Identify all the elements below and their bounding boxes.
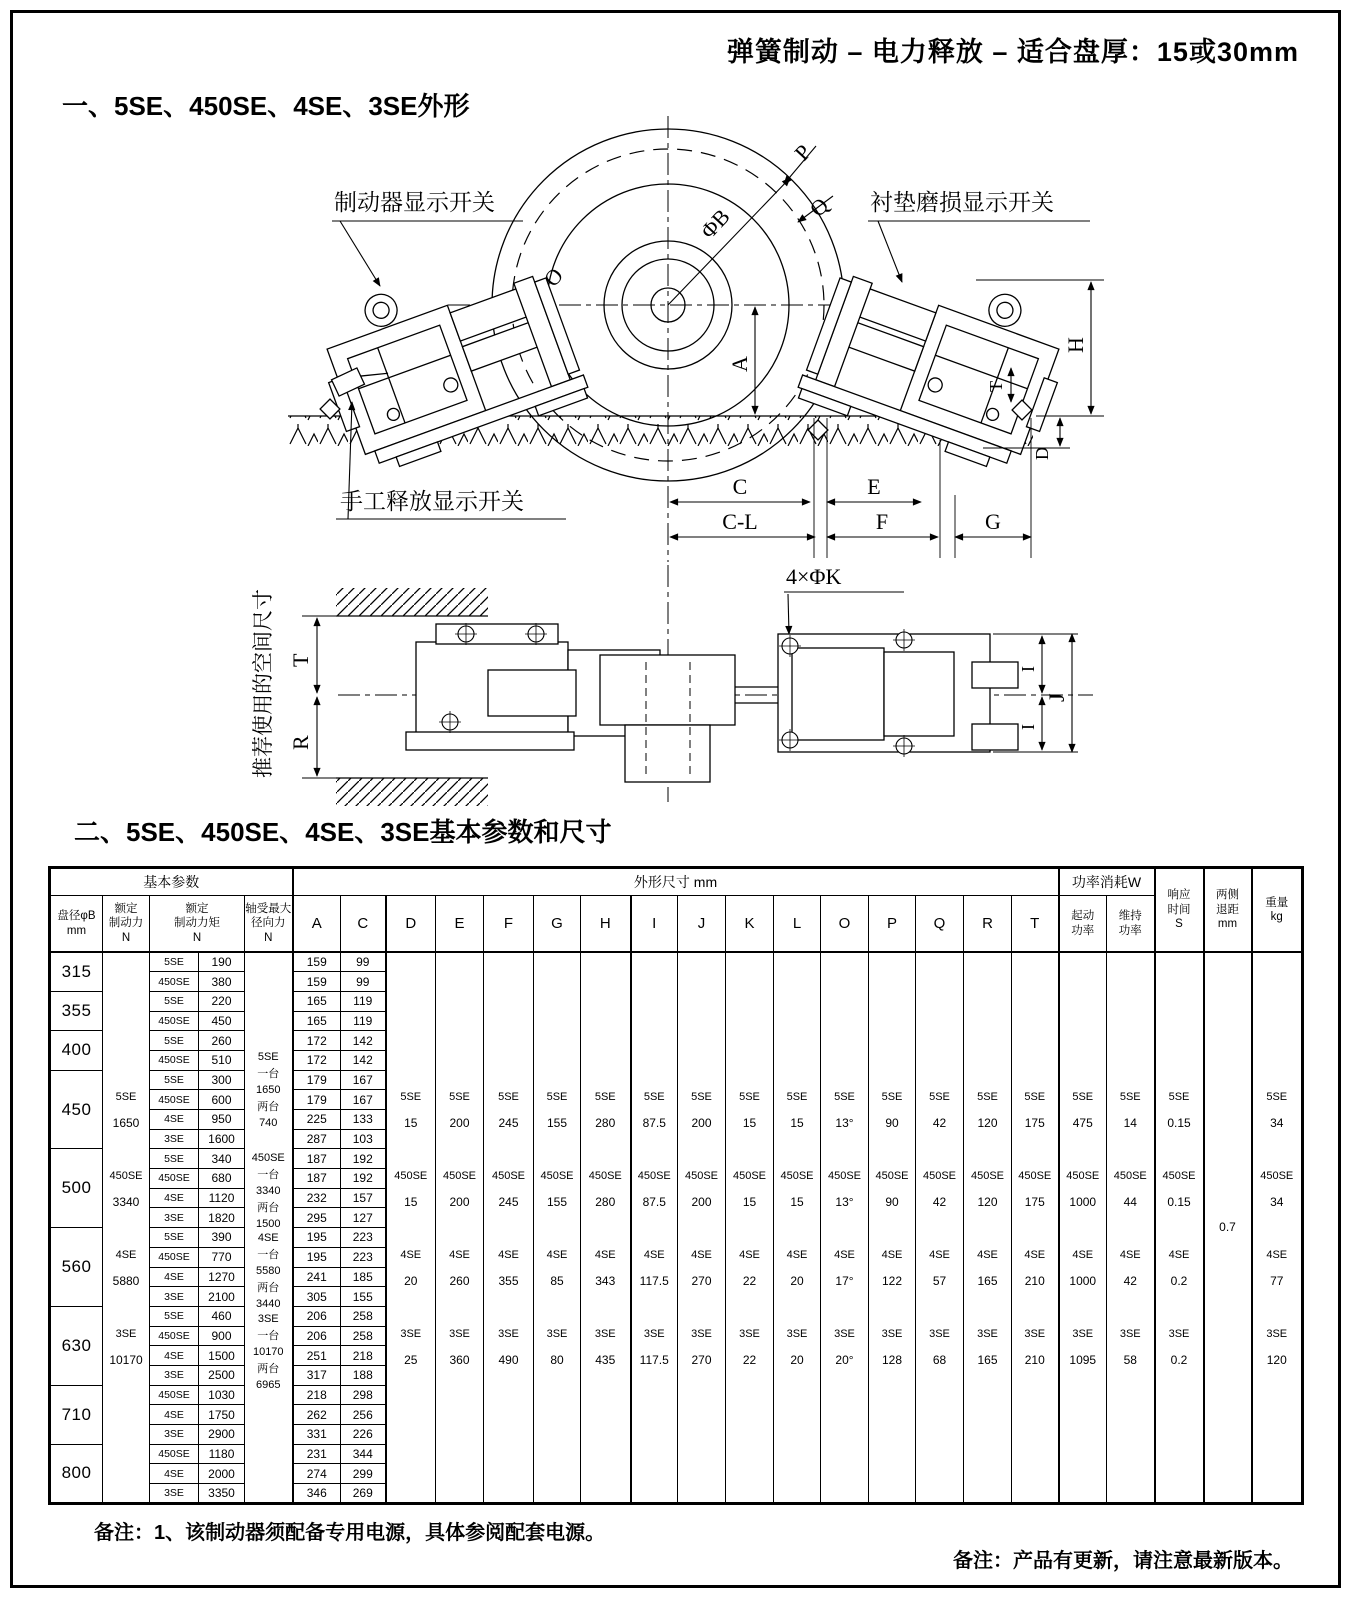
cell-weight: 5SE 34 450SE 34 4SE 77 3SE 120 — [1252, 952, 1303, 1503]
cell-gap: 0.7 — [1204, 952, 1252, 1503]
cell-C: 127 — [341, 1208, 386, 1228]
cell-radial-force: 5SE 一台 1650 两台 740 450SE 一台 3340 两台 1500 4SE 一台 5580 两台 3440 3SE 一台 10170 两台 6965 — [245, 952, 293, 1503]
dim-label-E: E — [867, 474, 881, 499]
disc-hub — [600, 655, 735, 782]
cell-col-J: 5SE 200 450SE 200 4SE 270 3SE 270 — [678, 952, 726, 1503]
cell-col-Q: 5SE 42 450SE 42 4SE 57 3SE 68 — [916, 952, 964, 1503]
dim-label-R: R — [288, 735, 313, 750]
header-dim-J: J — [678, 896, 726, 953]
cell-model: 5SE — [150, 1228, 199, 1248]
cell-A: 159 — [293, 972, 341, 992]
cell-A: 232 — [293, 1188, 341, 1208]
dim-label-O: O — [538, 262, 569, 292]
header-dim-G: G — [534, 896, 581, 953]
header-dim-H: H — [581, 896, 631, 953]
cell-model: 450SE — [150, 1169, 199, 1189]
cell-model: 3SE — [150, 1287, 199, 1307]
cell-model: 5SE — [150, 1070, 199, 1090]
cell-col-L: 5SE 15 450SE 15 4SE 20 3SE 20 — [774, 952, 821, 1503]
cell-diameter: 355 — [50, 991, 103, 1030]
side-view — [336, 565, 1093, 806]
caliper-back — [778, 629, 1018, 757]
cell-col-R: 5SE 120 450SE 120 4SE 165 3SE 165 — [964, 952, 1012, 1503]
cell-model: 4SE — [150, 1346, 199, 1366]
cell-torque: 1820 — [199, 1208, 245, 1228]
cell-col-G: 5SE 155 450SE 155 4SE 85 3SE 80 — [534, 952, 581, 1503]
label-recommended-space: 推荐使用的空间尺寸 — [252, 589, 275, 778]
cell-C: 185 — [341, 1267, 386, 1287]
cell-torque: 1180 — [199, 1444, 245, 1464]
section-1-title: 一、5SE、450SE、4SE、3SE外形 — [62, 91, 470, 121]
cell-C: 298 — [341, 1385, 386, 1405]
cell-torque: 510 — [199, 1050, 245, 1070]
header-dim-I: I — [631, 896, 678, 953]
label-pad-wear-switch: 衬垫磨损显示开关 — [870, 189, 1054, 215]
cell-A: 241 — [293, 1267, 341, 1287]
cell-model: 3SE — [150, 1129, 199, 1149]
cell-model: 3SE — [150, 1365, 199, 1385]
header-rated-torque: 额定 制动力矩 N — [150, 896, 245, 953]
cell-model: 3SE — [150, 1484, 199, 1504]
header-basic-params: 基本参数 — [50, 868, 293, 896]
cell-torque: 600 — [199, 1090, 245, 1110]
cell-C: 218 — [341, 1346, 386, 1366]
cell-C: 223 — [341, 1228, 386, 1248]
cell-C: 223 — [341, 1247, 386, 1267]
cell-torque: 460 — [199, 1306, 245, 1326]
header-dim-R: R — [964, 896, 1012, 953]
cell-diameter: 560 — [50, 1228, 103, 1307]
cell-model: 450SE — [150, 1326, 199, 1346]
header-diameter: 盘径φB mm — [50, 896, 103, 953]
cell-model: 4SE — [150, 1464, 199, 1484]
cell-A: 225 — [293, 1110, 341, 1130]
header-radial-force: 轴受最大 径向力 N — [245, 896, 293, 953]
cell-torque: 1030 — [199, 1385, 245, 1405]
cell-torque: 680 — [199, 1169, 245, 1189]
cell-C: 99 — [341, 952, 386, 972]
label-manual-release-switch: 手工释放显示开关 — [340, 488, 524, 514]
cell-A: 165 — [293, 1011, 341, 1031]
cell-col-O: 5SE 13° 450SE 13° 4SE 17° 3SE 20° — [821, 952, 869, 1503]
cell-torque: 390 — [199, 1228, 245, 1248]
cell-model: 450SE — [150, 1444, 199, 1464]
dim-label-H: H — [1063, 337, 1088, 353]
note-primary: 备注：1、该制动器须配备专用电源，具体参阅配套电源。 — [94, 1522, 606, 1544]
cell-torque: 1750 — [199, 1405, 245, 1425]
cell-C: 119 — [341, 991, 386, 1011]
cell-C: 188 — [341, 1365, 386, 1385]
header-dim-E: E — [436, 896, 484, 953]
cell-A: 172 — [293, 1050, 341, 1070]
cell-torque: 950 — [199, 1110, 245, 1130]
cell-col-T: 5SE 175 450SE 175 4SE 210 3SE 210 — [1012, 952, 1059, 1503]
cell-C: 99 — [341, 972, 386, 992]
cell-C: 119 — [341, 1011, 386, 1031]
cell-model: 5SE — [150, 1149, 199, 1169]
cell-model: 3SE — [150, 1425, 199, 1445]
cell-C: 299 — [341, 1464, 386, 1484]
cell-A: 187 — [293, 1149, 341, 1169]
header-dim-F: F — [484, 896, 534, 953]
header-dim-L: L — [774, 896, 821, 953]
cell-A: 172 — [293, 1031, 341, 1051]
cell-A: 295 — [293, 1208, 341, 1228]
cell-A: 231 — [293, 1444, 341, 1464]
cell-A: 262 — [293, 1405, 341, 1425]
cell-C: 133 — [341, 1110, 386, 1130]
params-table-wrap — [48, 866, 1304, 1505]
dim-label-P: P — [789, 139, 817, 166]
cell-diameter: 400 — [50, 1031, 103, 1070]
cell-torque: 2100 — [199, 1287, 245, 1307]
cell-torque: 340 — [199, 1149, 245, 1169]
cell-torque: 1120 — [199, 1188, 245, 1208]
dim-label-C: C — [732, 474, 748, 499]
cell-A: 206 — [293, 1326, 341, 1346]
cell-C: 167 — [341, 1090, 386, 1110]
cell-model: 450SE — [150, 972, 199, 992]
cell-C: 226 — [341, 1425, 386, 1445]
cell-model: 5SE — [150, 1031, 199, 1051]
cell-A: 218 — [293, 1385, 341, 1405]
cell-col-D: 5SE 15 450SE 15 4SE 20 3SE 25 — [386, 952, 436, 1503]
header-power: 功率消耗W — [1059, 868, 1155, 896]
cell-col-I: 5SE 87.5 450SE 87.5 4SE 117.5 3SE 117.5 — [631, 952, 678, 1503]
cell-model: 3SE — [150, 1208, 199, 1228]
cell-model: 4SE — [150, 1405, 199, 1425]
cell-response: 5SE 0.15 450SE 0.15 4SE 0.2 3SE 0.2 — [1155, 952, 1204, 1503]
cell-torque: 260 — [199, 1031, 245, 1051]
cell-torque: 2500 — [199, 1365, 245, 1385]
cell-torque: 380 — [199, 972, 245, 992]
header-outline-dims: 外形尺寸 mm — [293, 868, 1059, 896]
cell-C: 258 — [341, 1306, 386, 1326]
dim-label-T-side: T — [288, 653, 313, 667]
cell-A: 179 — [293, 1090, 341, 1110]
cell-A: 206 — [293, 1306, 341, 1326]
cell-A: 331 — [293, 1425, 341, 1445]
cell-A: 305 — [293, 1287, 341, 1307]
cell-C: 167 — [341, 1070, 386, 1090]
cell-col-E: 5SE 200 450SE 200 4SE 260 3SE 360 — [436, 952, 484, 1503]
label-brake-indicator-switch: 制动器显示开关 — [334, 189, 495, 215]
cell-A: 159 — [293, 952, 341, 972]
cell-C: 192 — [341, 1169, 386, 1189]
cell-torque: 2900 — [199, 1425, 245, 1445]
cell-model: 5SE — [150, 991, 199, 1011]
cell-diameter: 800 — [50, 1444, 103, 1503]
cell-A: 317 — [293, 1365, 341, 1385]
header-dim-Q: Q — [916, 896, 964, 953]
cell-A: 274 — [293, 1464, 341, 1484]
cell-C: 142 — [341, 1050, 386, 1070]
cell-model: 4SE — [150, 1110, 199, 1130]
doc-title: 弹簧制动 – 电力释放 – 适合盘厚：15或30mm — [726, 37, 1299, 67]
cell-A: 179 — [293, 1070, 341, 1090]
cell-torque: 3350 — [199, 1484, 245, 1504]
header-dim-C: C — [341, 896, 386, 953]
header-start-power: 起动 功率 — [1059, 896, 1107, 953]
cell-diameter: 450 — [50, 1070, 103, 1149]
cell-C: 103 — [341, 1129, 386, 1149]
params-table — [48, 866, 1304, 1505]
cell-model: 4SE — [150, 1267, 199, 1287]
cell-diameter: 710 — [50, 1385, 103, 1444]
label-bolt-holes: 4×ΦK — [786, 564, 842, 589]
note-version: 备注：产品有更新，请注意最新版本。 — [953, 1550, 1293, 1572]
cell-torque: 450 — [199, 1011, 245, 1031]
header-dim-P: P — [869, 896, 916, 953]
cell-torque: 900 — [199, 1326, 245, 1346]
cell-start-power: 5SE 475 450SE 1000 4SE 1000 3SE 1095 — [1059, 952, 1107, 1503]
cell-rated-force: 5SE 1650 450SE 3340 4SE 5880 3SE 10170 — [103, 952, 150, 1503]
cell-torque: 1270 — [199, 1267, 245, 1287]
cell-A: 165 — [293, 991, 341, 1011]
cell-model: 450SE — [150, 1247, 199, 1267]
dim-label-A: A — [727, 356, 752, 372]
cell-C: 269 — [341, 1484, 386, 1504]
header-dim-A: A — [293, 896, 341, 953]
cell-hold-power: 5SE 14 450SE 44 4SE 42 3SE 58 — [1107, 952, 1155, 1503]
cell-torque: 300 — [199, 1070, 245, 1090]
cell-A: 287 — [293, 1129, 341, 1149]
cell-diameter: 630 — [50, 1306, 103, 1385]
dim-label-T-top: T — [986, 381, 1006, 392]
cell-model: 4SE — [150, 1188, 199, 1208]
cell-C: 256 — [341, 1405, 386, 1425]
cell-C: 155 — [341, 1287, 386, 1307]
cell-torque: 190 — [199, 952, 245, 972]
cell-diameter: 315 — [50, 952, 103, 991]
header-rated-force: 额定 制动力 N — [103, 896, 150, 953]
cell-col-H: 5SE 280 450SE 280 4SE 343 3SE 435 — [581, 952, 631, 1503]
cell-diameter: 500 — [50, 1149, 103, 1228]
cell-model: 5SE — [150, 1306, 199, 1326]
cell-C: 344 — [341, 1444, 386, 1464]
cell-A: 195 — [293, 1228, 341, 1248]
cell-col-K: 5SE 15 450SE 15 4SE 22 3SE 22 — [726, 952, 774, 1503]
dim-label-phiB: ΦB — [695, 203, 735, 244]
dim-label-CL: C-L — [722, 509, 758, 534]
header-weight: 重量 kg — [1252, 868, 1303, 953]
section-2-title: 二、5SE、450SE、4SE、3SE基本参数和尺寸 — [74, 817, 612, 847]
cell-C: 258 — [341, 1326, 386, 1346]
header-dim-O: O — [821, 896, 869, 953]
dim-label-G: G — [985, 509, 1001, 534]
outline-drawing — [18, 110, 1318, 816]
cell-C: 192 — [341, 1149, 386, 1169]
header-gap: 两侧 退距 mm — [1204, 868, 1252, 953]
dim-label-F: F — [875, 509, 889, 534]
header-response: 响应 时间 S — [1155, 868, 1204, 953]
header-hold-power: 维持 功率 — [1107, 896, 1155, 953]
cell-col-F: 5SE 245 450SE 245 4SE 355 3SE 490 — [484, 952, 534, 1503]
cell-model: 5SE — [150, 952, 199, 972]
cell-C: 157 — [341, 1188, 386, 1208]
cell-col-P: 5SE 90 450SE 90 4SE 122 3SE 128 — [869, 952, 916, 1503]
dim-label-I-upper: I — [1018, 666, 1038, 672]
cell-torque: 220 — [199, 991, 245, 1011]
dim-label-Q: Q — [804, 192, 834, 222]
dim-label-D: D — [1032, 447, 1052, 460]
cell-model: 450SE — [150, 1011, 199, 1031]
cell-A: 251 — [293, 1346, 341, 1366]
cell-torque: 770 — [199, 1247, 245, 1267]
cell-A: 187 — [293, 1169, 341, 1189]
cell-torque: 2000 — [199, 1464, 245, 1484]
cell-C: 142 — [341, 1031, 386, 1051]
cell-model: 450SE — [150, 1385, 199, 1405]
dim-label-I-lower: I — [1018, 724, 1038, 730]
table-row — [50, 952, 1303, 972]
cell-torque: 1500 — [199, 1346, 245, 1366]
header-dim-D: D — [386, 896, 436, 953]
cell-A: 195 — [293, 1247, 341, 1267]
cell-torque: 1600 — [199, 1129, 245, 1149]
cell-model: 450SE — [150, 1050, 199, 1070]
dim-label-J: J — [1044, 693, 1069, 702]
header-dim-T: T — [1012, 896, 1059, 953]
header-dim-K: K — [726, 896, 774, 953]
cell-model: 450SE — [150, 1090, 199, 1110]
cell-A: 346 — [293, 1484, 341, 1504]
